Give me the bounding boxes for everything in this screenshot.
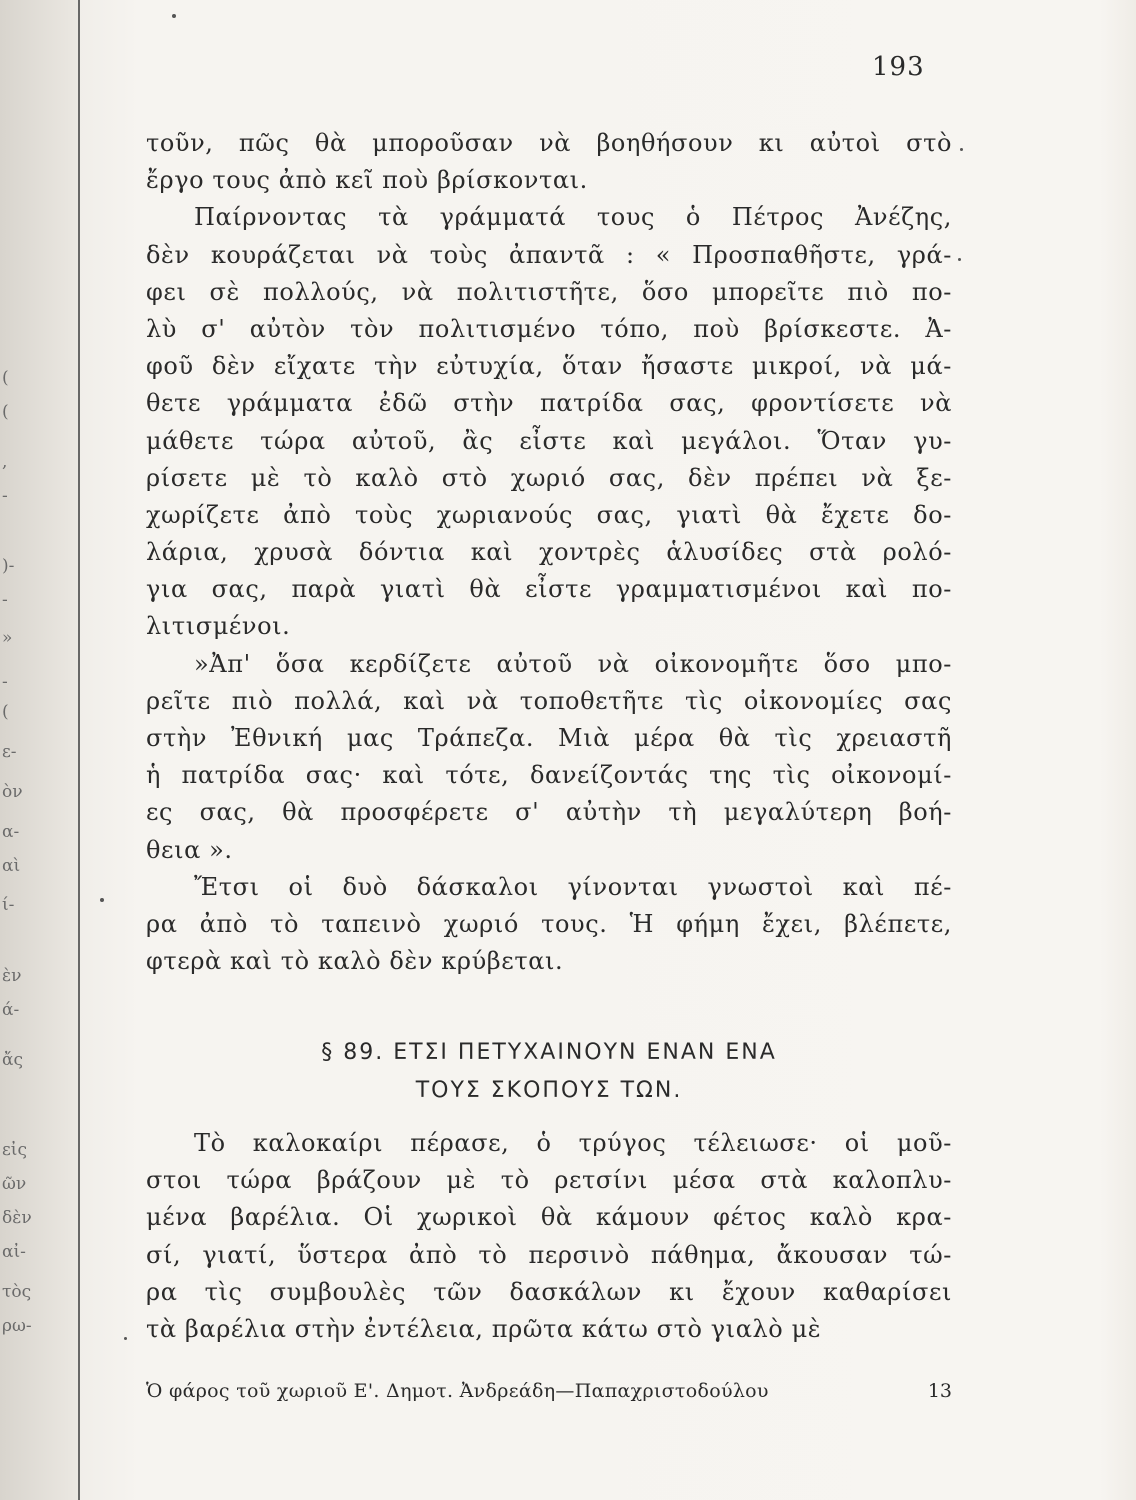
bleed-fragment: ,	[2, 452, 8, 472]
bleed-fragment: )-	[2, 556, 15, 576]
section-heading-line-1: § 89. ΕΤΣΙ ΠΕΤΥΧΑΙΝΟΥΝ ΕΝΑΝ ΕΝΑ	[321, 1040, 777, 1065]
print-speck	[124, 1337, 127, 1340]
page-number: 193	[872, 52, 925, 82]
text-line: Τὸ καλοκαίρι πέρασε, ὁ τρύγος τέλειωσε· οἱ μοῦ-	[194, 1129, 952, 1157]
text-line: φοῦ δὲν εἴχατε τὴν εὐτυχία, ὅταν ἤσαστε μικροί, νὰ μά-	[146, 352, 952, 381]
print-speck	[958, 258, 961, 261]
bleed-fragment: αἰ-	[2, 1242, 26, 1262]
print-speck	[100, 898, 104, 902]
section-heading-line-2: ΤΟΥΣ ΣΚΟΠΟΥΣ ΤΩΝ.	[415, 1078, 683, 1103]
text-line: Παίρνοντας τὰ γράμματά τους ὁ Πέτρος Ἀνέζης,	[194, 203, 952, 232]
bleed-fragment: δὲν	[2, 1208, 32, 1228]
footer-signature: Ὁ φάρος τοῦ χωριοῦ Ε'. Δημοτ. Ἀνδρεάδη—Παπαχριστοδούλου	[146, 1380, 769, 1402]
binding-edge	[78, 0, 80, 1500]
bleed-fragment: ε-	[2, 742, 17, 762]
text-line: δὲν κουράζεται νὰ τοὺς ἀπαντᾶ : « Προσπαθῆστε, γρά-	[146, 240, 952, 269]
bleed-fragment: ά-	[2, 1000, 20, 1020]
text-line: στοι τώρα βράζουν μὲ τὸ ρετσίνι μέσα στὰ καλοπλυ-	[146, 1166, 952, 1195]
text-line: στὴν Ἐθνική μας Τράπεζα. Μιὰ μέρα θὰ τὶς χρειαστῆ	[146, 724, 952, 752]
text-line: ρα τὶς συμβουλὲς τῶν δασκάλων κι ἔχουν καθαρίσει	[146, 1277, 952, 1306]
section-heading	[146, 1034, 952, 1110]
bleed-fragment: -	[2, 590, 8, 610]
text-line: λὺ σ' αὐτὸν τὸν πολιτισμένο τόπο, ποὺ βρίσκεστε. Ἀ-	[146, 314, 952, 343]
print-speck	[172, 14, 176, 18]
bleed-fragment: ῶν	[2, 1174, 27, 1194]
bleed-fragment: ρω-	[2, 1316, 32, 1336]
bleed-fragment: (	[2, 402, 9, 422]
text-line: μάθετε τώρα αὐτοῦ, ἂς εἶστε καὶ μεγάλοι. Ὅταν γυ-	[146, 426, 952, 455]
text-line: τὰ βαρέλια στὴν ἐντέλεια, πρῶτα κάτω στὸ γιαλὸ μὲ	[146, 1314, 822, 1343]
bleed-fragment: »	[2, 628, 13, 648]
bleed-fragment: εἰς	[2, 1140, 27, 1160]
text-line: Ἔτσι οἱ δυὸ δάσκαλοι γίνονται γνωστοὶ καὶ πέ-	[194, 872, 952, 901]
bleed-fragment: (	[2, 368, 9, 388]
bleed-fragment: τὸς	[2, 1282, 32, 1302]
text-line: θετε γράμματα ἐδῶ στὴν πατρίδα σας, φροντίσετε νὰ	[146, 389, 952, 418]
text-line: λάρια, χρυσὰ δόντια καὶ χοντρὲς ἁλυσίδες στὰ ρολό-	[146, 538, 952, 567]
bleed-fragment: α-	[2, 822, 20, 842]
text-line: θεια ».	[146, 835, 233, 864]
text-line: ρα ἀπὸ τὸ ταπεινὸ χωριό τους. Ἡ φήμη ἔχει, βλέπετε,	[146, 909, 952, 938]
bleed-fragment: -	[2, 672, 8, 692]
print-speck	[960, 148, 963, 151]
sheet-number: 13	[927, 1380, 952, 1402]
bleed-fragment: (	[2, 702, 9, 722]
bleed-fragment: ἄς	[2, 1050, 24, 1070]
text-line: λιτισμένοι.	[146, 612, 291, 641]
body-text-bottom	[146, 1125, 952, 1348]
text-line: ἔργο τους ἀπὸ κεῖ ποὺ βρίσκονται.	[146, 166, 588, 195]
text-line: »Ἀπ' ὅσα κερδίζετε αὐτοῦ νὰ οἰκονομῆτε ὅσο μπο-	[194, 649, 952, 678]
text-line: ἡ πατρίδα σας· καὶ τότε, δανείζοντάς της τὶς οἰκονομί-	[146, 761, 952, 790]
text-line: μένα βαρέλια. Οἱ χωρικοὶ θὰ κάμουν φέτος καλὸ κρα-	[146, 1203, 952, 1232]
text-line: σί, γιατί, ὕστερα ἀπὸ τὸ περσινὸ πάθημα, ἄκουσαν τώ-	[146, 1240, 952, 1269]
text-line: φει σὲ πολλούς, νὰ πολιτιστῆτε, ὅσο μπορεῖτε πιὸ πο-	[146, 277, 952, 306]
text-line: χωρίζετε ἀπὸ τοὺς χωριανούς σας, γιατὶ θὰ ἔχετε δο-	[146, 500, 952, 529]
bleed-fragment: αὶ	[2, 856, 21, 876]
facing-page-bleed	[0, 0, 78, 1500]
text-line: φτερὰ καὶ τὸ καλὸ δὲν κρύβεται.	[146, 947, 564, 976]
bleed-fragment: -	[2, 486, 8, 506]
text-line: τοῦν, πῶς θὰ μποροῦσαν νὰ βοηθήσουν κι αὐτοὶ στὸ	[146, 129, 952, 157]
bleed-fragment: ὸν	[2, 782, 23, 802]
text-line: για σας, παρὰ γιατὶ θὰ εἶστε γραμματισμένοι καὶ πο-	[146, 575, 952, 604]
text-line: ρίσετε μὲ τὸ καλὸ στὸ χωριό σας, δὲν πρέπει νὰ ξε-	[146, 463, 952, 492]
bleed-fragment: ί-	[2, 895, 15, 915]
text-line: ρεῖτε πιὸ πολλά, καὶ νὰ τοποθετῆτε τὶς οἰκονομίες σας	[146, 686, 952, 715]
bleed-fragment: ὲν	[2, 966, 22, 986]
body-text-top	[146, 125, 952, 980]
text-line: ες σας, θὰ προσφέρετε σ' αὐτὴν τὴ μεγαλύτερη βοή-	[146, 798, 952, 827]
